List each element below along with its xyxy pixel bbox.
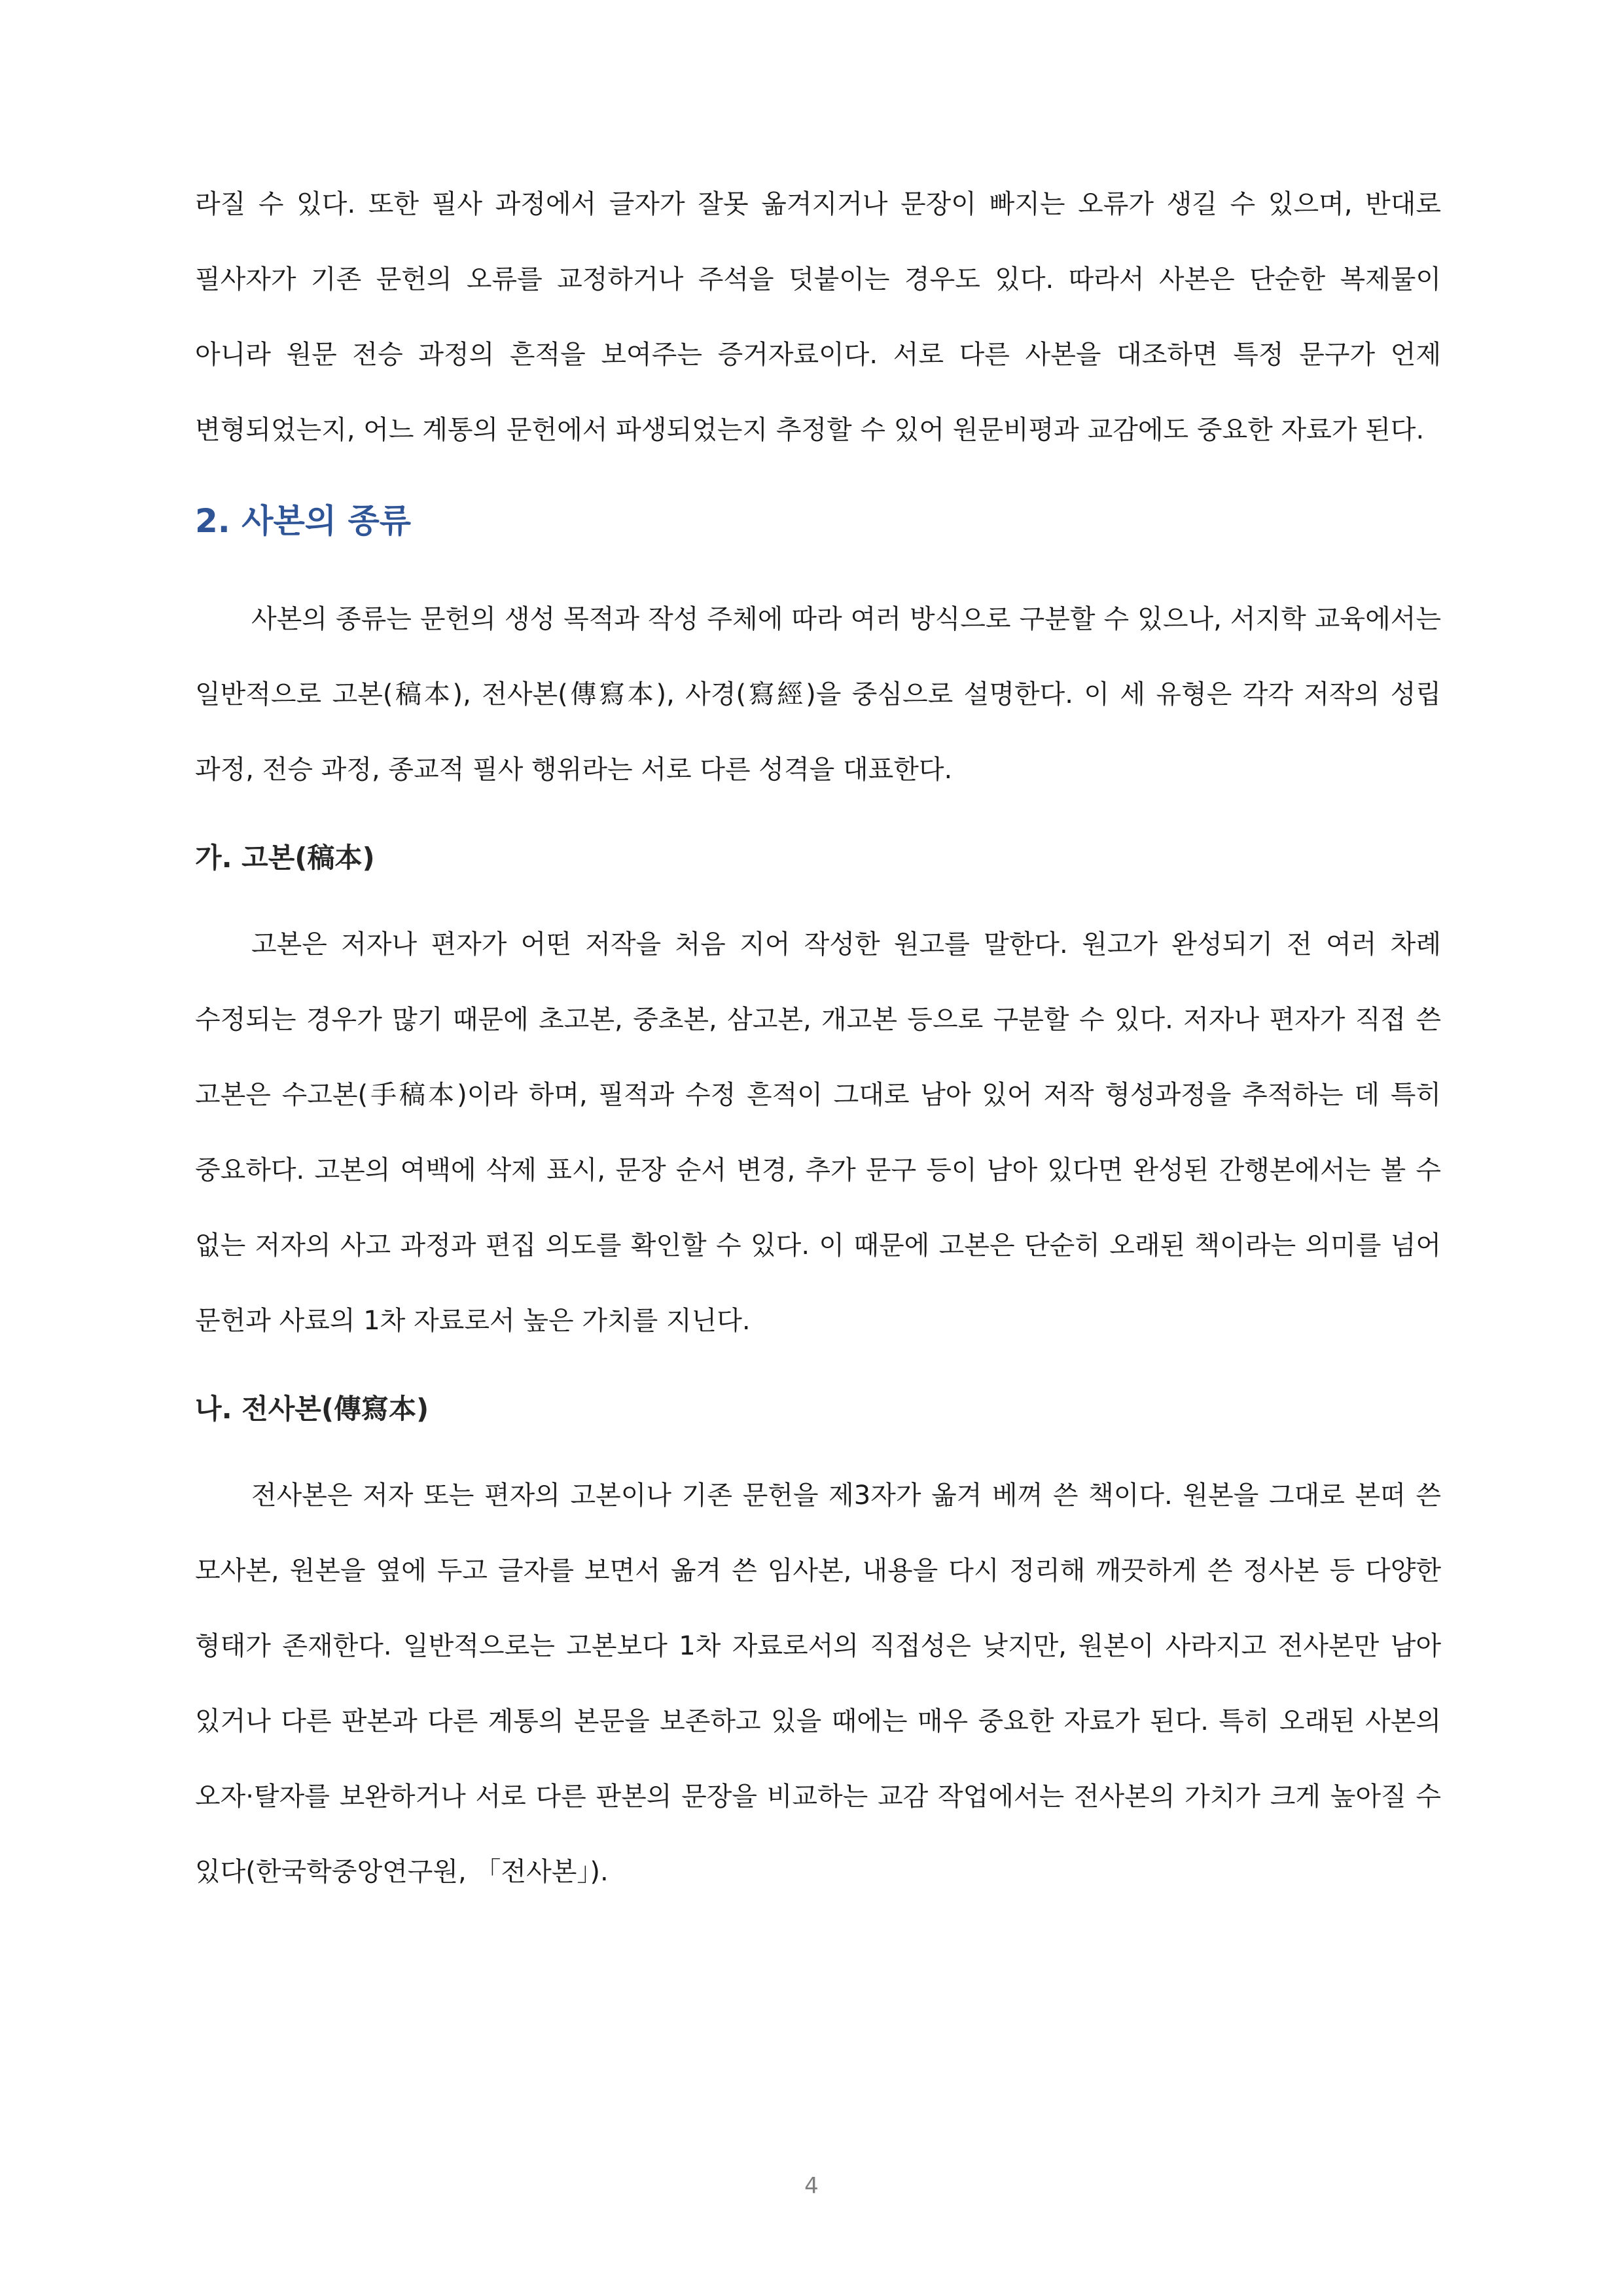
page-number: 4 [804, 2173, 819, 2199]
section-types-paragraph: 사본의 종류는 문헌의 생성 목적과 작성 주체에 따라 여러 방식으로 구분할 수 있으나, 서지학 교육에서는 일반적으로 고본(稿本), 전사본(傳寫本), 사경(寫經)을 중심으로 설명한다. 이 세 유형은 각각 저작의 성립 과정, 전승 과정, 종교적 필사 행위라는 서로 다른 성격을 대표한다. [195, 604, 1441, 785]
page-body [195, 167, 1441, 1910]
jeonsabon-paragraph: 전사본은 저자 또는 편자의 고본이나 기존 문헌을 제3자가 옮겨 베껴 쓴 책이다. 원본을 그대로 본떠 쓴 모사본, 원본을 옆에 두고 글자를 보면서 옮겨 쓴 임사본, 내용을 다시 정리해 깨끗하게 쓴 정사본 등 다양한 형태가 존재한다. 일반적으로는 고본보다 1차 자료로서의 직접성은 낮지만, 원본이 사라지고 전사본만 남아 있거나 다른 판본과 다른 계통의 본문을 보존하고 있을 때에는 매우 중요한 자료가 된다. 특히 오래된 사본의 오자·탈자를 보완하거나 서로 다른 판본의 문장을 비교하는 교감 작업에서는 전사본의 가치가 크게 높아질 수 있다(한국학중앙연구원, 「전사본」). [195, 1480, 1441, 1887]
gobon-paragraph: 고본은 저자나 편자가 어떤 저작을 처음 지어 작성한 원고를 말한다. 원고가 완성되기 전 여러 차례 수정되는 경우가 많기 때문에 초고본, 중초본, 삼고본, 개고본 등으로 구분할 수 있다. 저자나 편자가 직접 쓴 고본은 수고본(手稿本)이라 하며, 필적과 수정 흔적이 그대로 남아 있어 저작 형성과정을 추적하는 데 특히 중요하다. 고본의 여백에 삭제 표시, 문장 순서 변경, 추가 문구 등이 남아 있다면 완성된 간행본에서는 볼 수 없는 저자의 사고 과정과 편집 의도를 확인할 수 있다. 이 때문에 고본은 단순히 오래된 책이라는 의미를 넘어 문헌과 사료의 1차 자료로서 높은 가치를 지닌다. [195, 929, 1441, 1336]
intro-paragraph: 라질 수 있다. 또한 필사 과정에서 글자가 잘못 옮겨지거나 문장이 빠지는 오류가 생길 수 있으며, 반대로 필사자가 기존 문헌의 오류를 교정하거나 주석을 덧붙이는 경우도 있다. 따라서 사본은 단순한 복제물이 아니라 원문 전승 과정의 흔적을 보여주는 증거자료이다. 서로 다른 사본을 대조하면 특정 문구가 언제 변형되었는지, 어느 계통의 문헌에서 파생되었는지 추정할 수 있어 원문비평과 교감에도 중요한 자료가 된다. [195, 189, 1441, 445]
subsection-heading-jeonsabon: 나. 전사본(傳寫本) [195, 1393, 429, 1425]
subsection-heading-gobon: 가. 고본(稿本) [195, 842, 375, 874]
section-heading-types-of-manuscripts: 2. 사본의 종류 [195, 502, 412, 540]
